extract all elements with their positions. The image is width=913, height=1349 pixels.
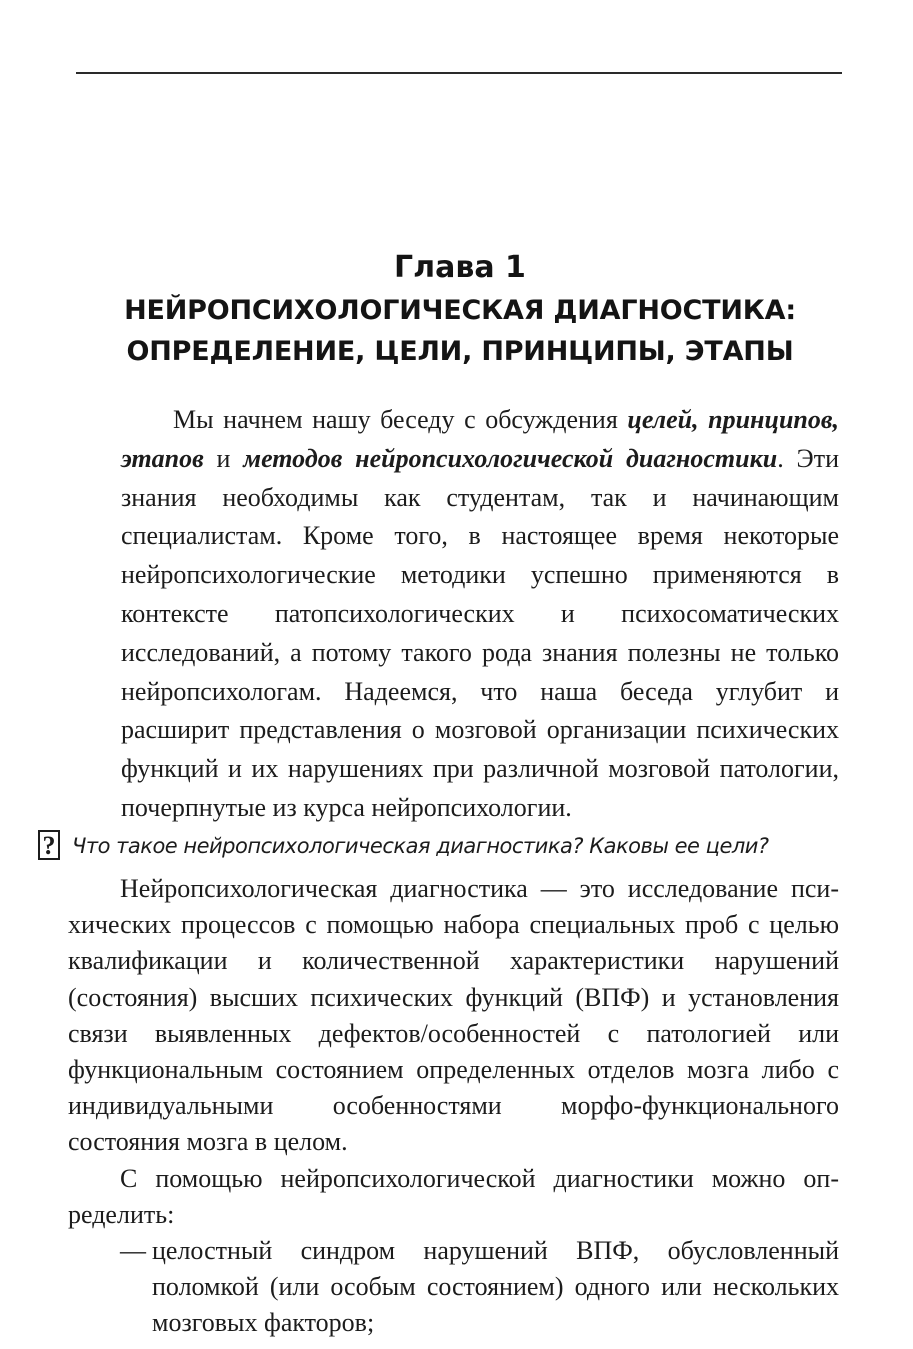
diagnostic-list bbox=[68, 1233, 839, 1342]
intro-text-1: Мы начнем нашу беседу с обсуждения bbox=[173, 405, 628, 434]
intro-text-3: и bbox=[203, 443, 244, 473]
chapter-title-line-1: НЕЙРОПСИХОЛОГИЧЕСКАЯ ДИАГНОСТИКА: bbox=[124, 295, 796, 326]
list-item bbox=[68, 1233, 839, 1342]
intro-paragraph bbox=[121, 401, 839, 828]
chapter-label: Глава 1 bbox=[394, 250, 526, 285]
header-rule bbox=[76, 72, 842, 74]
question-block bbox=[38, 826, 858, 866]
question-text: Что такое нейропсихологическая диагностика? Каковы ее цели? bbox=[72, 834, 769, 858]
list-item-text: целостный синдром нарушений ВПФ, обусловленный поломкой (или особым состоянием) одного или нескольких мозговых факторов; bbox=[152, 1236, 839, 1338]
term-methods: методов нейропсихологической диагностики bbox=[243, 443, 778, 473]
question-mark-icon: ? bbox=[38, 830, 60, 860]
body-text bbox=[68, 871, 839, 1342]
term-goals-principles: целей, принципов, bbox=[627, 405, 839, 434]
intro-text-4: . Эти знания необходимы как студентам, так и начинающим специалистам. Кроме того, в настоящее время некоторые нейропсихологические методики успешно применяются в контексте патопсихологических и психосоматических исследований, а потому такого рода знания полезны не только нейропсихологам. Надеемся, что наша беседа углубит и расширит представления о мозговой организации психических функций и их нарушениях при различной мозговой патологии, почерпнутые из курса нейропсихологии. bbox=[121, 443, 839, 822]
chapter-heading bbox=[60, 246, 860, 372]
chapter-title-line-2: ОПРЕДЕЛЕНИЕ, ЦЕЛИ, ПРИНЦИПЫ, ЭТАПЫ bbox=[126, 336, 794, 367]
term-stages: этапов bbox=[121, 443, 204, 473]
list-dash: — bbox=[120, 1236, 146, 1266]
lead-in-paragraph: С помощью нейропсихологической диагностики можно определить: bbox=[68, 1163, 839, 1229]
definition-paragraph: Нейропсихологическая диагностика — это исследование психических процессов с помощью набора специальных проб с целью квалификации и количественной характеристики нарушений (состояния) высших психических функций (ВПФ) и установления связи выявленных дефектов/особенностей с патологией или функциональным состоянием определенных отделов мозга либо с индивидуальными особенностями морфо-функционального состояния мозга в целом. bbox=[68, 874, 839, 1157]
